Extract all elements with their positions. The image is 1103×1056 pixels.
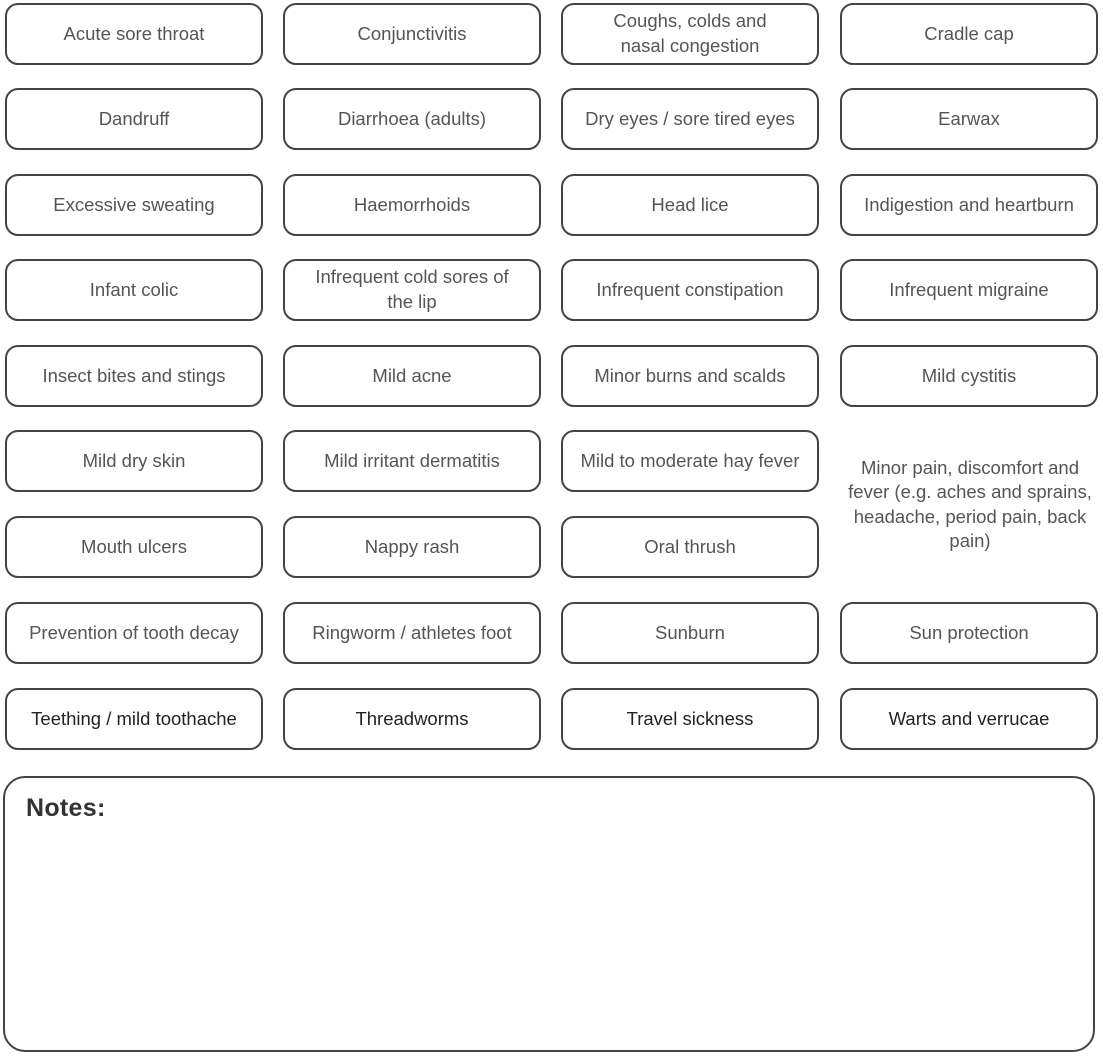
- condition-card: Sun protection: [840, 602, 1098, 664]
- condition-card: Prevention of tooth decay: [5, 602, 263, 664]
- condition-card: Infrequent migraine: [840, 259, 1098, 321]
- condition-card: Dandruff: [5, 88, 263, 150]
- notes-title: Notes:: [26, 794, 106, 822]
- condition-card: Warts and verrucae: [840, 688, 1098, 750]
- condition-card: Infrequent constipation: [561, 259, 819, 321]
- condition-card: Oral thrush: [561, 516, 819, 578]
- condition-card: Indigestion and heartburn: [840, 174, 1098, 236]
- condition-card: Mild to moderate hay fever: [561, 430, 819, 492]
- condition-card: Sunburn: [561, 602, 819, 664]
- condition-card: Cradle cap: [840, 3, 1098, 65]
- unboxed-condition-text: Minor pain, discomfort and fever (e.g. aches and sprains, headache, period pain, back pain): [848, 457, 1092, 552]
- condition-card: Mild dry skin: [5, 430, 263, 492]
- condition-card: Head lice: [561, 174, 819, 236]
- condition-card: Coughs, colds and nasal congestion: [561, 3, 819, 65]
- condition-card: Conjunctivitis: [283, 3, 541, 65]
- condition-card: Minor burns and scalds: [561, 345, 819, 407]
- condition-card: Acute sore throat: [5, 3, 263, 65]
- condition-card: Infant colic: [5, 259, 263, 321]
- condition-card: Ringworm / athletes foot: [283, 602, 541, 664]
- condition-card: Teething / mild toothache: [5, 688, 263, 750]
- condition-card: Nappy rash: [283, 516, 541, 578]
- condition-card: Threadworms: [283, 688, 541, 750]
- condition-card: Diarrhoea (adults): [283, 88, 541, 150]
- condition-card: Travel sickness: [561, 688, 819, 750]
- condition-card: Mild irritant dermatitis: [283, 430, 541, 492]
- condition-card: Infrequent cold sores of the lip: [283, 259, 541, 321]
- condition-card: Mild acne: [283, 345, 541, 407]
- condition-card: Mild cystitis: [840, 345, 1098, 407]
- condition-card: Haemorrhoids: [283, 174, 541, 236]
- condition-card: Insect bites and stings: [5, 345, 263, 407]
- condition-card: Earwax: [840, 88, 1098, 150]
- condition-card: Dry eyes / sore tired eyes: [561, 88, 819, 150]
- condition-card: Excessive sweating: [5, 174, 263, 236]
- condition-card: Mouth ulcers: [5, 516, 263, 578]
- notes-box[interactable]: [3, 776, 1095, 1052]
